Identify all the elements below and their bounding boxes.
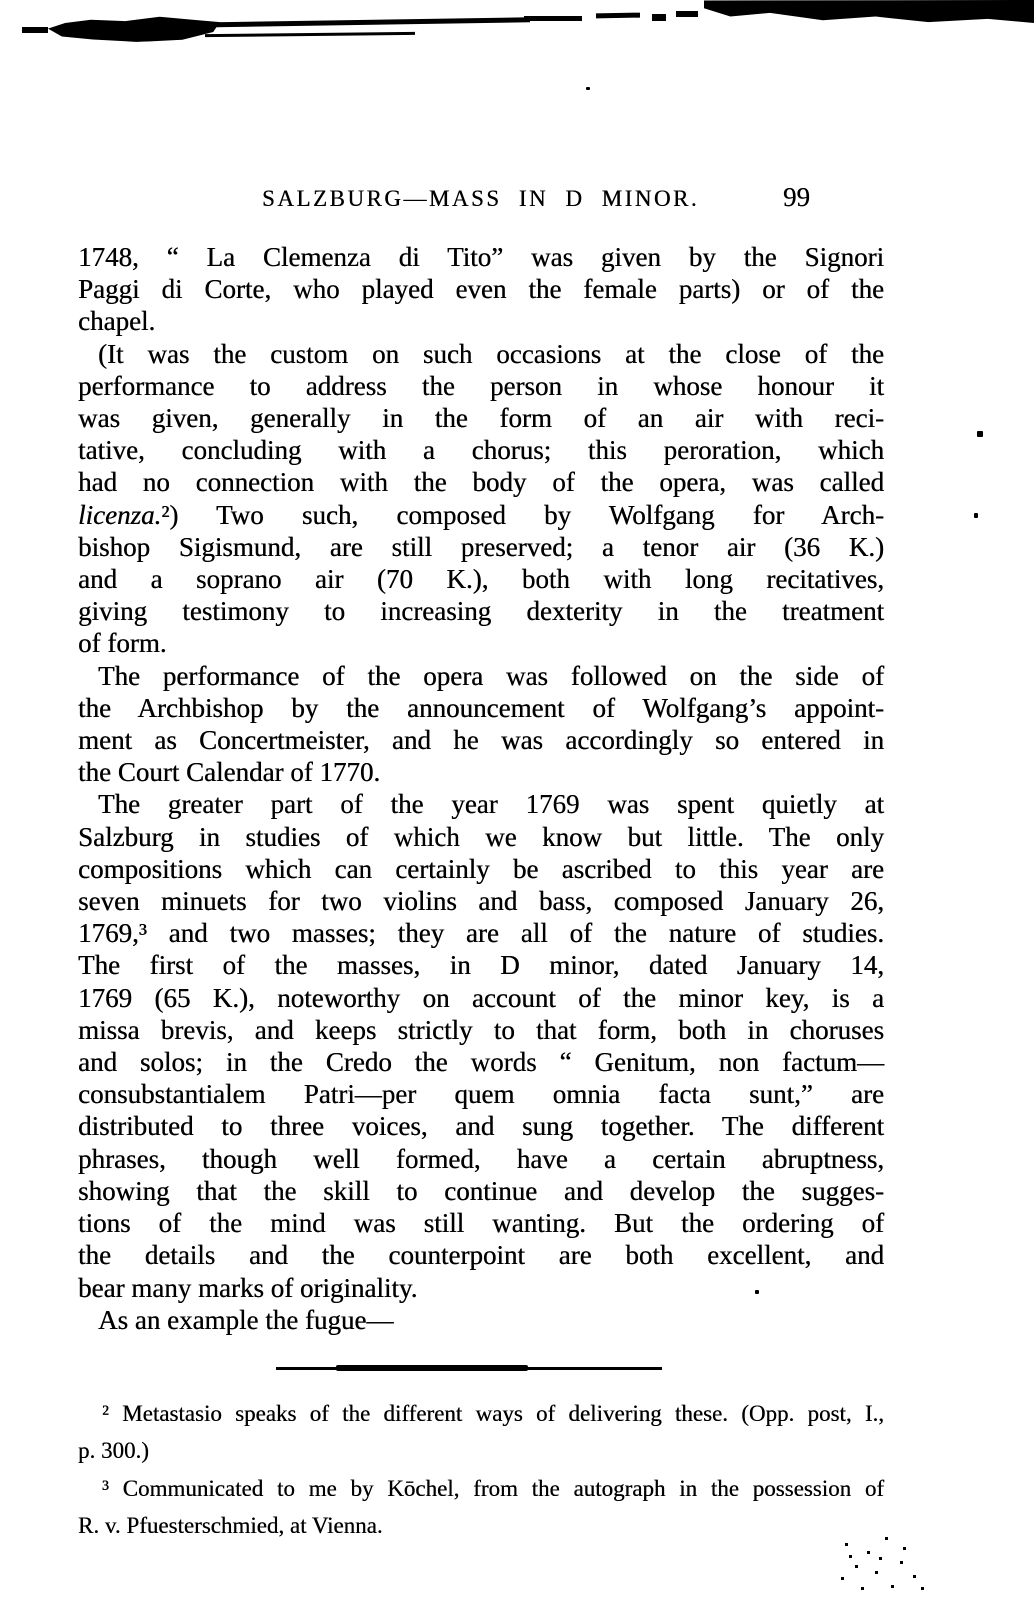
text-line bbox=[78, 434, 884, 466]
text-segment: had no connection with the body of the opera, was called bbox=[78, 467, 884, 498]
text-segment: tions of the mind was still wanting. But the ordering of bbox=[78, 1208, 884, 1239]
text-segment: tative, concluding with a chorus; this peroration, which bbox=[78, 435, 884, 466]
italic-text: licenza. bbox=[78, 499, 162, 530]
paragraph bbox=[78, 660, 884, 789]
page-number: 99 bbox=[783, 182, 810, 212]
paragraph bbox=[78, 1396, 884, 1469]
text-line bbox=[78, 853, 884, 885]
text-segment: and solos; in the Credo the words “ Genitum, non factum— bbox=[78, 1047, 884, 1078]
text-segment: 1748, “ La Clemenza di Tito” was given by the Signori bbox=[78, 242, 884, 272]
text-segment: giving testimony to increasing dexterity in the treatment bbox=[78, 596, 884, 627]
text-line bbox=[78, 1508, 884, 1545]
text-line bbox=[78, 466, 884, 498]
text-line bbox=[78, 1433, 884, 1470]
text-line bbox=[78, 1471, 884, 1508]
text-segment: Paggi di Corte, who played even the female parts) or of the bbox=[78, 274, 884, 305]
text-line bbox=[78, 788, 884, 820]
text-line bbox=[78, 241, 884, 273]
paragraph bbox=[78, 1471, 884, 1544]
text-segment: of form. bbox=[78, 628, 167, 659]
scan-artifact-dash bbox=[652, 14, 666, 21]
scan-artifact-dash bbox=[596, 13, 640, 19]
scan-speckle bbox=[586, 87, 590, 90]
text-segment: Salzburg in studies of which we know but little. The only bbox=[78, 821, 884, 852]
text-segment: The first of the masses, in D minor, dated January 14, bbox=[78, 950, 884, 981]
text-segment: seven minuets for two violins and bass, composed January 26, bbox=[78, 886, 884, 917]
text-segment: phrases, though well formed, have a certain abruptness, bbox=[78, 1143, 884, 1174]
text-line bbox=[78, 338, 884, 370]
scan-artifact-dash bbox=[676, 11, 698, 17]
text-segment: the Archbishop by the announcement of Wolfgang’s appoint- bbox=[78, 692, 884, 723]
scan-artifact-streak bbox=[205, 32, 415, 37]
text-segment: ² Metastasio speaks of the different ways of delivering these. (Opp. post, I., bbox=[102, 1401, 884, 1426]
text-line bbox=[78, 531, 884, 563]
footnote-rule-blot bbox=[336, 1365, 528, 1371]
text-line bbox=[78, 949, 884, 981]
text-line bbox=[78, 692, 884, 724]
text-segment: (It was the custom on such occasions at the close of the bbox=[98, 338, 884, 369]
text-line bbox=[78, 756, 884, 788]
page-body bbox=[78, 241, 884, 1336]
text-segment: missa brevis, and keeps strictly to that form, both in choruses bbox=[78, 1014, 884, 1045]
text-segment: As an example the fugue— bbox=[98, 1304, 394, 1335]
text-line bbox=[78, 1046, 884, 1078]
footnotes bbox=[78, 1396, 884, 1546]
scan-artifact-dash bbox=[22, 27, 48, 33]
text-line bbox=[78, 1175, 884, 1207]
scan-artifact-streak bbox=[185, 17, 530, 27]
scan-artifact-dash bbox=[524, 16, 582, 21]
text-segment: chapel. bbox=[78, 306, 156, 337]
text-segment: showing that the skill to continue and develop the sugges- bbox=[78, 1175, 884, 1206]
text-line bbox=[78, 1078, 884, 1110]
scan-speckle bbox=[977, 431, 983, 437]
text-line bbox=[78, 724, 884, 756]
paragraph bbox=[78, 241, 884, 338]
text-line bbox=[78, 1110, 884, 1142]
text-line bbox=[78, 982, 884, 1014]
text-line bbox=[78, 273, 884, 305]
text-segment: bishop Sigismund, are still preserved; a tenor air (36 K.) bbox=[78, 531, 884, 562]
text-segment: performance to address the person in whose honour it bbox=[78, 370, 884, 401]
text-segment: The performance of the opera was followed on the side of bbox=[98, 660, 884, 691]
text-line bbox=[78, 660, 884, 692]
text-line bbox=[78, 821, 884, 853]
text-segment: distributed to three voices, and sung together. The different bbox=[78, 1111, 884, 1142]
text-segment: ment as Concertmeister, and he was accordingly so entered in bbox=[78, 725, 884, 756]
text-segment: The greater part of the year 1769 was spent quietly at bbox=[98, 789, 884, 820]
text-segment: consubstantialem Patri—per quem omnia facta sunt,” are bbox=[78, 1079, 884, 1110]
text-segment: p. 300.) bbox=[78, 1437, 149, 1463]
text-line bbox=[78, 917, 884, 949]
text-line bbox=[78, 1304, 884, 1336]
text-line bbox=[78, 1272, 884, 1304]
text-line bbox=[78, 1143, 884, 1175]
paragraph bbox=[78, 338, 884, 660]
text-segment: ³ Communicated to me by Kōchel, from the autograph in the possession of bbox=[102, 1476, 884, 1501]
running-header: SALZBURG—MASS IN D MINOR. bbox=[262, 186, 700, 211]
text-segment: 1769 (65 K.), noteworthy on account of the minor key, is a bbox=[78, 982, 884, 1013]
text-line bbox=[78, 1014, 884, 1046]
text-line bbox=[78, 563, 884, 595]
text-segment: R. v. Pfuesterschmied, at Vienna. bbox=[78, 1512, 383, 1538]
text-line bbox=[78, 1239, 884, 1271]
scan-artifact-blob bbox=[48, 14, 220, 44]
text-line bbox=[78, 1207, 884, 1239]
text-line bbox=[78, 402, 884, 434]
text-line bbox=[78, 627, 884, 659]
scan-speckle bbox=[974, 513, 978, 518]
text-segment: 1769,³ and two masses; they are all of the nature of studies. bbox=[78, 918, 884, 949]
text-line bbox=[78, 370, 884, 402]
text-segment: and a soprano air (70 K.), both with long recitatives, bbox=[78, 564, 884, 595]
text-segment: compositions which can certainly be ascribed to this year are bbox=[78, 853, 884, 884]
text-segment: the Court Calendar of 1770. bbox=[78, 757, 381, 788]
text-line bbox=[78, 305, 884, 337]
text-line bbox=[78, 499, 884, 531]
text-segment: the details and the counterpoint are both excellent, and bbox=[78, 1240, 884, 1271]
text-line bbox=[78, 1396, 884, 1433]
paragraph bbox=[78, 1304, 884, 1336]
text-segment: was given, generally in the form of an air with reci- bbox=[78, 403, 884, 434]
text-segment: ²) Two such, composed by Wolfgang for Arch- bbox=[161, 499, 884, 530]
text-line bbox=[78, 595, 884, 627]
text-segment: bear many marks of originality. bbox=[78, 1272, 418, 1303]
text-line bbox=[78, 885, 884, 917]
paragraph bbox=[78, 788, 884, 1303]
scan-artifact-bar bbox=[704, 0, 1034, 23]
